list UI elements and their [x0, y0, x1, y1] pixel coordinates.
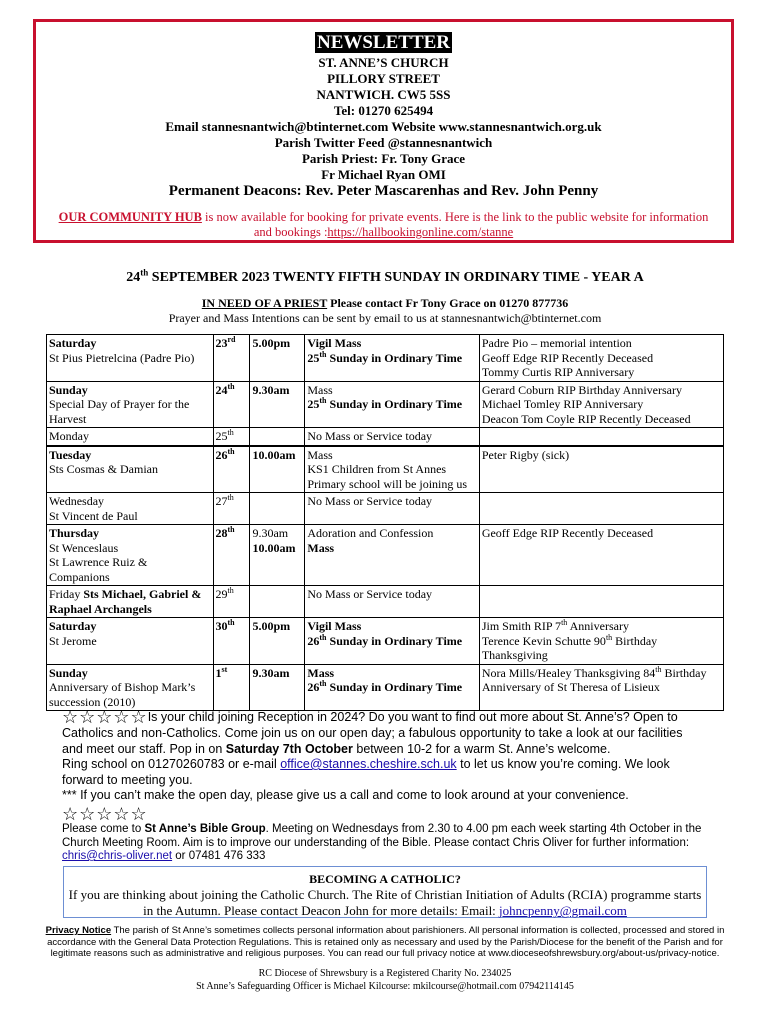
church-street: PILLORY STREET	[327, 71, 440, 86]
community-hub-notice	[56, 210, 711, 240]
star-icons: ☆☆☆☆☆	[62, 804, 148, 824]
chris-oliver-email-link[interactable]: chris@chris-oliver.net	[62, 850, 173, 862]
church-tel: Tel: 01270 625494	[333, 103, 434, 118]
community-hub-text: is now available for booking for private events. Here is the link to the public website for information and bookings :	[201, 210, 709, 239]
bible-group-notice: ☆☆☆☆☆ Please come to St Anne’s Bible Group. Meeting on Wednesdays from 2.30 to 4.00 pm each week starting 4th October in the Church Meeting Room. Aim is to improve our understanding of the Bible. Please contact Chris Oliver for further information: chris@chris-oliver.net or 07481 476 333	[62, 804, 702, 862]
table-row: Saturday St Jerome 30th 5.00pm Vigil Mass 26th Sunday in Ordinary Time Jim Smith RIP 7th Anniversary Terence Kevin Schutte 90th Birthday Thanksgiving	[47, 618, 724, 665]
sunday-title: 24th SEPTEMBER 2023 TWENTY FIFTH SUNDAY IN ORDINARY TIME - YEAR A	[126, 267, 644, 285]
hall-booking-link[interactable]: https://hallbookingonline.com/stanne	[327, 225, 514, 239]
table-row: Saturday St Pius Pietrelcina (Padre Pio) 23rd 5.00pm Vigil Mass 25th Sunday in Ordinary Time Padre Pio – memorial intention Geoff Edge RIP Recently Deceased Tommy Curtis RIP Anniversary	[47, 335, 724, 382]
permanent-deacons: Permanent Deacons: Rev. Peter Mascarenhas and Rev. John Penny	[168, 183, 599, 199]
table-row: Tuesday Sts Cosmas & Damian 26th 10.00am Mass KS1 Children from St Annes Primary school will be joining us Peter Rigby (sick)	[47, 446, 724, 493]
twitter-feed: Parish Twitter Feed @stannesnantwich	[274, 135, 493, 150]
table-row: Wednesday St Vincent de Paul 27th No Mass or Service today	[47, 493, 724, 525]
table-row: Monday 25th No Mass or Service today	[47, 428, 724, 446]
school-open-day-notice: ☆☆☆☆☆Is your child joining Reception in 2024? Do you want to find out more about St. Anne’s? Open to Catholics and non-Catholics. Come join us on our open day; a fabulous opportunity to take a look at our facilities and meet our staff. Pop in on Saturday 7th October between 10-2 for a warm St. Anne’s welcome. Ring school on 01270260783 or e-mail office@stannes.cheshire.sch.uk to let us know you’re coming. We look forward to meeting you. *** If you can’t make the open day, please give us a call and come to look around at your convenience.	[62, 707, 683, 802]
mass-schedule-table	[46, 334, 724, 711]
table-row: Sunday Anniversary of Bishop Mark’s succession (2010) 1st 9.30am Mass 26th Sunday in Ordinary Time Nora Mills/Healey Thanksgiving 84th Birthday Anniversary of St Theresa of Lisieux	[47, 664, 724, 711]
church-town: NANTWICH. CW5 5SS	[316, 87, 451, 102]
header-box	[33, 19, 734, 243]
prayer-intentions-line: Prayer and Mass Intentions can be sent by email to us at stannesnantwich@btinternet.com	[168, 311, 602, 325]
church-name: ST. ANNE’S CHURCH	[318, 55, 449, 70]
fr-michael: Fr Michael Ryan OMI	[321, 167, 446, 182]
privacy-notice: Privacy Notice The parish of St Anne’s sometimes collects personal information about parishioners. All personal information is collected, processed and stored in accordance with the General Data Protection Regulations. This is retained only as necessary and used by the Parish/Diocese for the benefit of the Parish and for legitimate reasons such as administrative and religious purposes. You can read our full privacy notice at www.dioceseofshrewsbury.org/about-us/privacy-notice.	[45, 925, 725, 959]
table-row: Thursday St Wenceslaus St Lawrence Ruiz & Companions 28th 9.30am 10.00am Adoration and Confession Mass Geoff Edge RIP Recently Deceased	[47, 525, 724, 586]
priest-need: IN NEED OF A PRIEST Please contact Fr Tony Grace on 01270 877736	[201, 296, 569, 310]
charity-number: RC Diocese of Shrewsbury is a Registered Charity No. 234025	[258, 968, 512, 979]
safeguarding-officer: St Anne’s Safeguarding Officer is Michael Kilcourse: mkilcourse@hotmail.com 07942114145	[196, 981, 574, 992]
newsletter-title: NEWSLETTER	[316, 32, 451, 53]
footer	[0, 967, 770, 993]
becoming-catholic-title: BECOMING A CATHOLIC?	[309, 872, 461, 886]
community-hub-link[interactable]: OUR COMMUNITY HUB	[58, 210, 202, 224]
school-email-link[interactable]: office@stannes.cheshire.sch.uk	[280, 757, 457, 771]
becoming-catholic-box: BECOMING A CATHOLIC? If you are thinking about joining the Catholic Church. The Rite of Christian Initiation of Adults (RCIA) programme starts in the Autumn. Please contact Deacon John for more details: Email: johncpenny@gmail.com	[63, 866, 707, 918]
church-email-website: Email stannesnantwich@btinternet.com Website www.stannesnantwich.org.uk	[165, 119, 602, 134]
parish-priest: Parish Priest: Fr. Tony Grace	[301, 151, 466, 166]
table-row: Friday Sts Michael, Gabriel & Raphael Archangels 29th No Mass or Service today	[47, 586, 724, 618]
table-row: Sunday Special Day of Prayer for the Harvest 24th 9.30am Mass 25th Sunday in Ordinary Time Gerard Coburn RIP Birthday Anniversary Michael Tomley RIP Anniversary Deacon Tom Coyle RIP Recently Deceased	[47, 381, 724, 428]
deacon-john-email-link[interactable]: johncpenny@gmail.com	[499, 903, 627, 918]
star-icons: ☆☆☆☆☆	[62, 707, 148, 727]
